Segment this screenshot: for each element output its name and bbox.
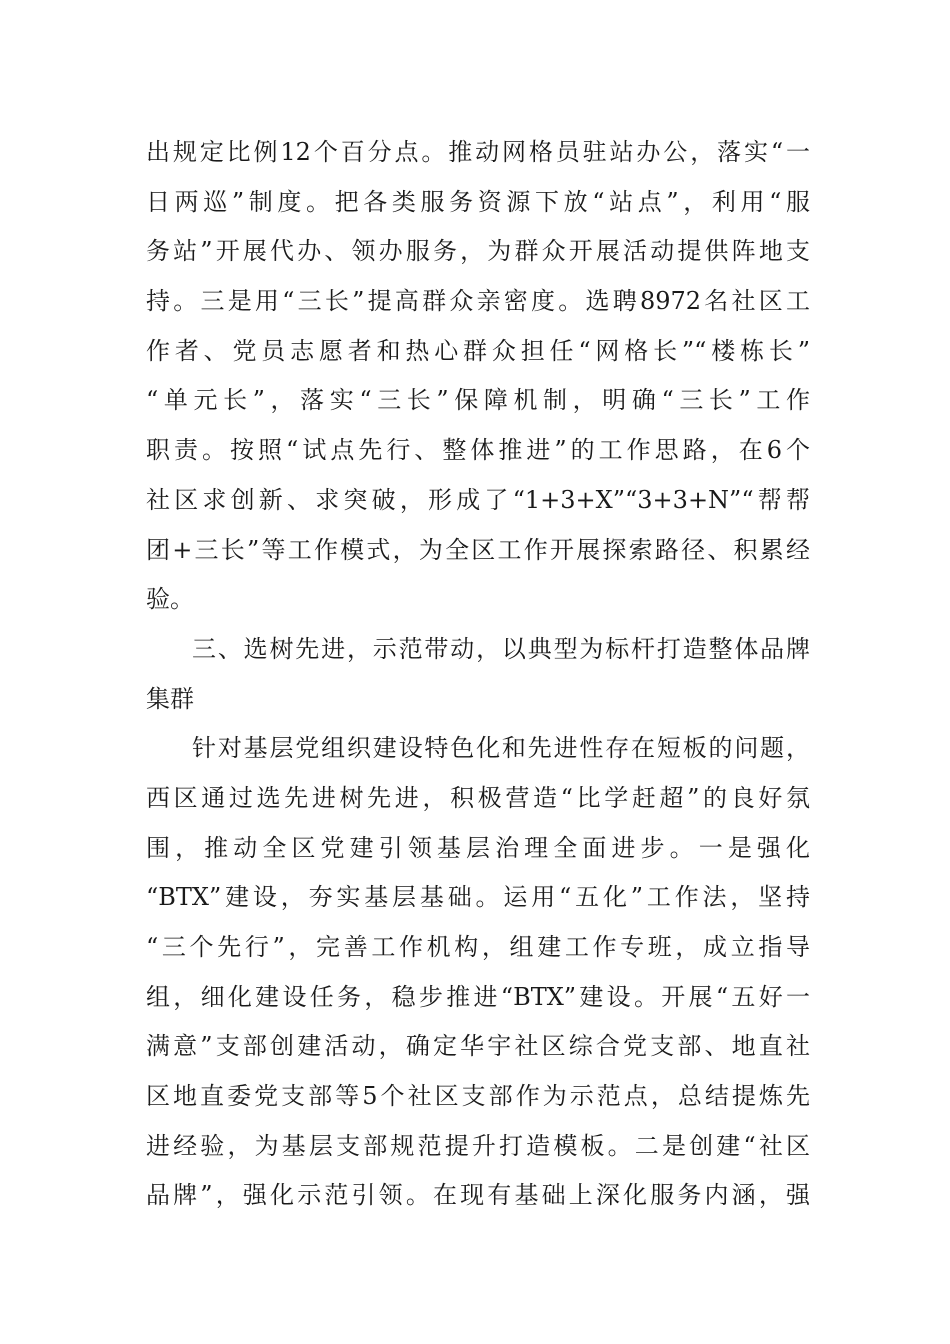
text-line-2: 日两巡”制度。把各类服务资源下放“站点”，利用“服 bbox=[146, 187, 810, 216]
text-line-13: 针对基层党组织建设特色化和先进性存在短板的问题， bbox=[192, 734, 810, 763]
text-line-18: 组，细化建设任务，稳步推进“BTX”建设。开展“五好一 bbox=[146, 982, 810, 1011]
text-line-4: 持。三是用“三长”提高群众亲密度。选聘8972名社区工 bbox=[146, 287, 810, 316]
text-line-1: 出规定比例12个百分点。推动网格员驻站办公，落实“一 bbox=[146, 138, 810, 166]
section-heading-line-2: 集群 bbox=[146, 684, 194, 713]
text-line-10: 验。 bbox=[146, 585, 194, 614]
text-line-19: 满意”支部创建活动，确定华宇社区综合党支部、地直社 bbox=[146, 1032, 810, 1061]
text-line-5: 作者、党员志愿者和热心群众担任“网格长”“楼栋长” bbox=[146, 336, 810, 365]
text-line-16: “BTX”建设，夯实基层基础。运用“五化”工作法，坚持 bbox=[146, 883, 810, 912]
section-heading-line-1: 三、选树先进，示范带动，以典型为标杆打造整体品牌 bbox=[192, 634, 810, 663]
text-line-20: 区地直委党支部等5个社区支部作为示范点，总结提炼先 bbox=[146, 1082, 810, 1111]
text-line-14: 西区通过选先进树先进，积极营造“比学赶超”的良好氛 bbox=[146, 783, 810, 812]
document-body bbox=[146, 128, 810, 1221]
text-line-17: “三个先行”，完善工作机构，组建工作专班，成立指导 bbox=[146, 933, 810, 961]
text-line-21: 进经验，为基层支部规范提升打造模板。二是创建“社区 bbox=[146, 1131, 810, 1160]
text-line-7: 职责。按照“试点先行、整体推进”的工作思路，在6个 bbox=[146, 436, 810, 465]
text-line-15: 围，推动全区党建引领基层治理全面进步。一是强化 bbox=[146, 833, 810, 862]
text-line-9: 团+三长”等工作模式，为全区工作开展探索路径、积累经 bbox=[146, 535, 810, 564]
text-line-6: “单元长”，落实“三长”保障机制，明确“三长”工作 bbox=[146, 386, 810, 415]
text-line-8: 社区求创新、求突破，形成了“1+3+X”“3+3+N”“帮帮 bbox=[146, 485, 810, 514]
text-line-22: 品牌”，强化示范引领。在现有基础上深化服务内涵，强 bbox=[146, 1181, 810, 1210]
text-line-3: 务站”开展代办、领办服务，为群众开展活动提供阵地支 bbox=[146, 237, 810, 266]
